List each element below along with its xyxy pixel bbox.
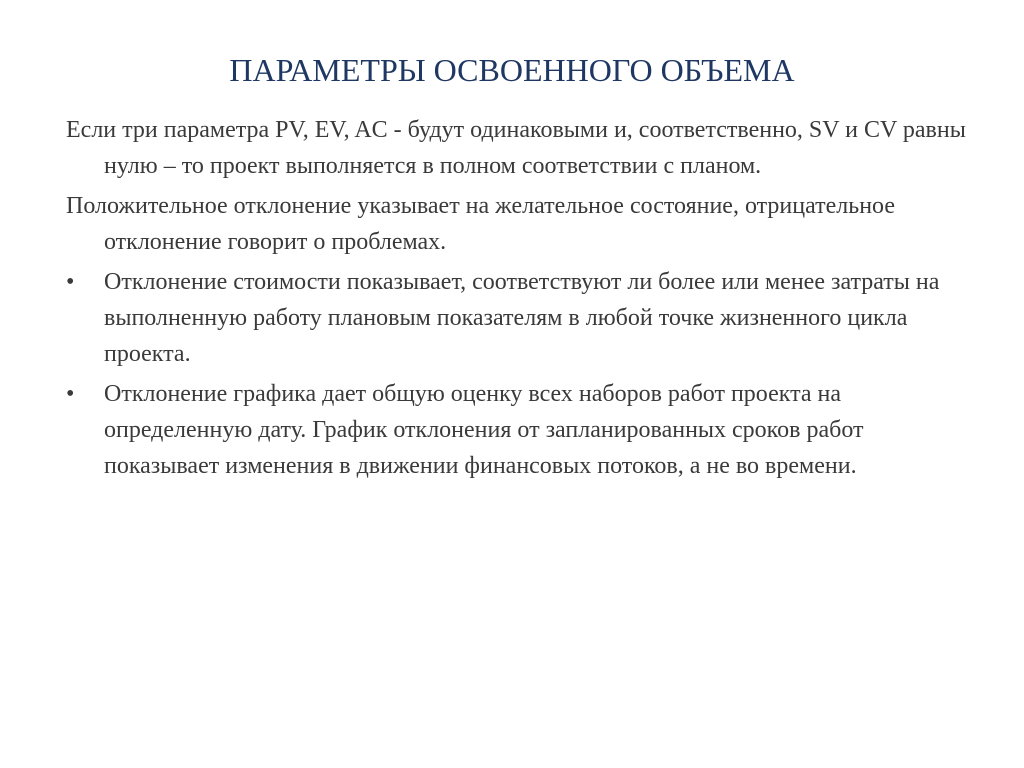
slide-body bbox=[66, 112, 976, 488]
bullet-text: Отклонение стоимости показывает, соответствуют ли более или менее затраты на выполненную работу плановым показателям в любой точке жизненного цикла проекта. bbox=[104, 269, 940, 367]
bullet-marker: • bbox=[66, 269, 75, 295]
paragraph-deviation-sign: Положительное отклонение указывает на желательное состояние, отрицательное отклонение говорит о проблемах. bbox=[66, 193, 895, 255]
paragraph-equal-parameters: Если три параметра PV, EV, AC - будут одинаковыми и, соответственно, SV и CV равны нулю – то проект выполняется в полном соответствии с планом. bbox=[66, 117, 966, 179]
slide-title: ПАРАМЕТРЫ ОСВОЕННОГО ОБЪЕМА bbox=[229, 52, 795, 88]
bullet-marker: • bbox=[66, 381, 75, 407]
bullet-text: Отклонение графика дает общую оценку всех наборов работ проекта на определенную дату. График отклонения от запланированных сроков работ показывает изменения в движении финансовых потоков, а не во времени. bbox=[104, 381, 864, 479]
bullet-schedule-variance bbox=[66, 376, 976, 484]
bullet-cost-variance bbox=[66, 264, 976, 372]
